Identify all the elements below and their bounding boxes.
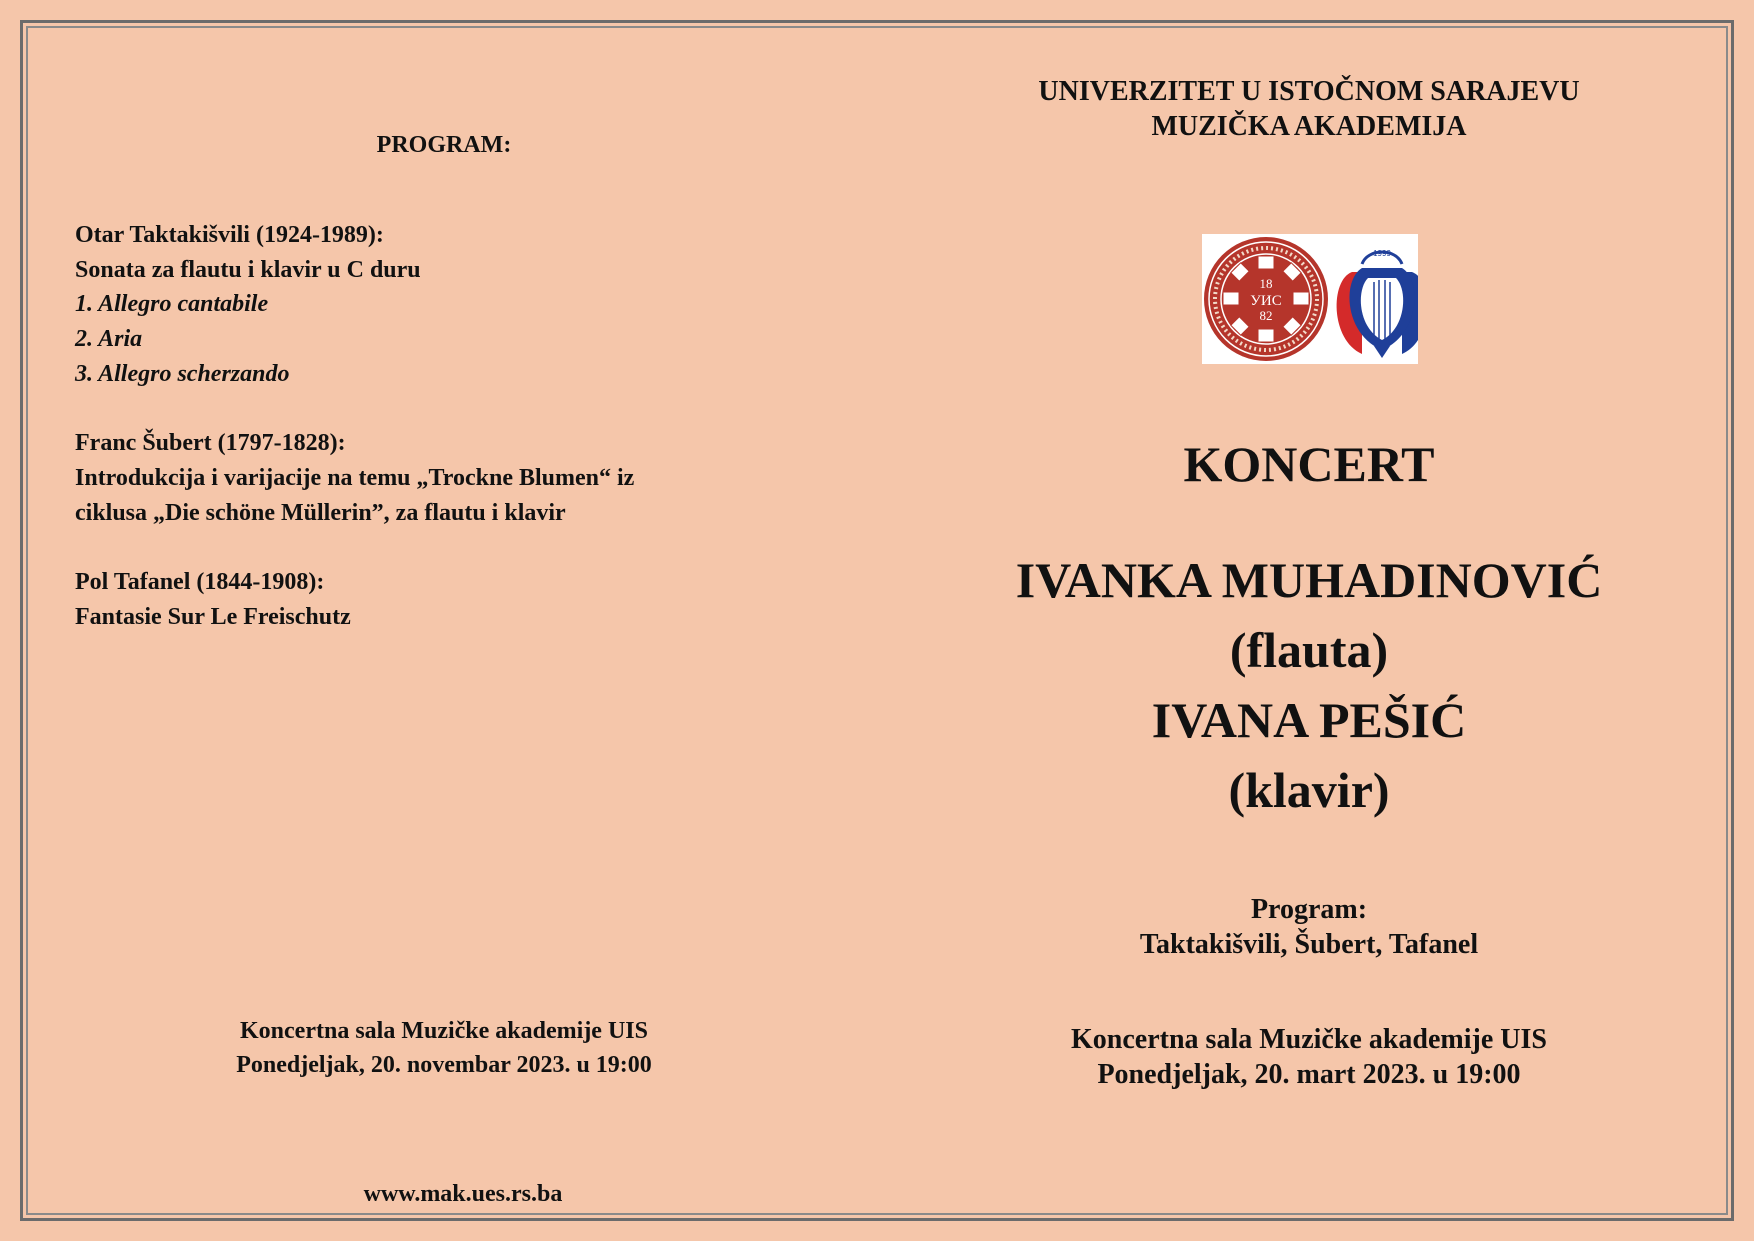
institution-header (877, 74, 1741, 144)
performers (877, 545, 1741, 825)
performer-instrument: (klavir) (1228, 762, 1390, 818)
academy-name: MUZIČKA AKADEMIJA (1151, 111, 1467, 142)
venue-name: Koncertna sala Muzičke akademije UIS (1071, 1024, 1547, 1055)
lyre-year: 1999 (1373, 249, 1391, 258)
piece-movement: 3. Allegro scherzando (75, 360, 290, 387)
piece-composer: Franc Šubert (1797-1828): (75, 430, 346, 457)
piece-title: Sonata za flautu i klavir u C duru (75, 256, 421, 283)
university-seal-logo (1204, 237, 1328, 361)
logos (1202, 234, 1418, 364)
performer-instrument: (flauta) (1229, 622, 1389, 678)
cover-panel (877, 0, 1754, 1241)
piece-composer: Otar Taktakišvili (1924-1989): (75, 222, 384, 248)
venue-info (877, 1022, 1741, 1092)
piece-title: ciklusa „Die schöne Müllerin”, za flautu i klavir (75, 499, 566, 526)
piece-movement: 2. Aria (75, 326, 143, 353)
piece-composer: Pol Tafanel (1844-1908): (75, 569, 325, 595)
program-heading: PROGRAM: (376, 132, 512, 158)
event-title: KONCERT (1183, 436, 1435, 492)
program-piece (75, 565, 795, 634)
venue-info (0, 1014, 888, 1082)
program-summary (877, 892, 1741, 962)
seal-year-bottom: 82 (1259, 308, 1273, 323)
program-summary-composers: Taktakišvili, Šubert, Tafanel (1139, 929, 1479, 960)
piece-movement: 1. Allegro cantabile (75, 291, 269, 318)
seal-year-top: 18 (1259, 276, 1273, 291)
piece-title: Fantasie Sur Le Freischutz (75, 603, 351, 630)
performer-name: IVANKA MUHADINOVIĆ (1015, 552, 1603, 608)
venue-name: Koncertna sala Muzičke akademije UIS (240, 1018, 648, 1044)
performer-name: IVANA PEŠIĆ (1151, 692, 1467, 748)
program-summary-label: Program: (1250, 894, 1368, 925)
program-piece (75, 218, 795, 392)
seal-initials: УИС (1250, 293, 1282, 309)
piece-title: Introdukcija i varijacije na temu „Trockne Blumen“ iz (75, 464, 635, 491)
venue-date: Ponedjeljak, 20. mart 2023. u 19:00 (1097, 1059, 1521, 1090)
program-list (75, 218, 795, 634)
university-name: UNIVERZITET U ISTOČNOM SARAJEVU (1038, 76, 1580, 107)
website-link[interactable]: www.mak.ues.rs.ba (363, 1181, 563, 1207)
program-piece (75, 426, 795, 530)
academy-lyre-logo (1337, 249, 1418, 358)
venue-date: Ponedjeljak, 20. novembar 2023. u 19:00 (236, 1052, 652, 1078)
